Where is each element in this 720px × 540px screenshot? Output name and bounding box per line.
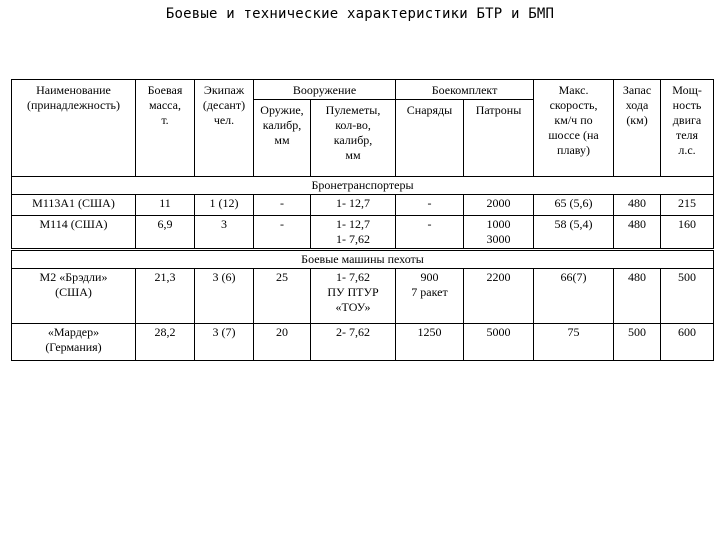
header-cartridges: Патроны bbox=[464, 100, 534, 177]
cell-crew: 3 (6) bbox=[195, 269, 254, 324]
header-crew: Экипаж (десант) чел. bbox=[195, 80, 254, 177]
cell-mg: 1- 12,7 bbox=[311, 195, 396, 216]
table-row bbox=[12, 195, 714, 216]
header-mass: Боевая масса, т. bbox=[136, 80, 195, 177]
header-mg: Пулеметы, кол-во, калибр, мм bbox=[311, 100, 396, 177]
cell-gun: 20 bbox=[254, 324, 311, 361]
cell-mass: 6,9 bbox=[136, 216, 195, 250]
cell-name: М114 (США) bbox=[12, 216, 136, 250]
header-ammo: Боекомплект bbox=[396, 80, 534, 100]
header-gun: Оружие, калибр, мм bbox=[254, 100, 311, 177]
cell-speed: 65 (5,6) bbox=[534, 195, 614, 216]
cell-range: 480 bbox=[614, 216, 661, 250]
cell-power: 215 bbox=[661, 195, 714, 216]
cell-name: «Мардер» (Германия) bbox=[12, 324, 136, 361]
page-title: Боевые и технические характеристики БТР и БМП bbox=[165, 6, 555, 22]
cell-gun: - bbox=[254, 216, 311, 250]
cell-gun: - bbox=[254, 195, 311, 216]
cell-mass: 21,3 bbox=[136, 269, 195, 324]
cell-cartridges: 2000 bbox=[464, 195, 534, 216]
header-name: Наименование (принадлежность) bbox=[12, 80, 136, 177]
table-row bbox=[12, 216, 714, 250]
specs-table bbox=[11, 79, 714, 361]
cell-speed: 75 bbox=[534, 324, 614, 361]
cell-speed: 58 (5,4) bbox=[534, 216, 614, 250]
cell-cartridges: 5000 bbox=[464, 324, 534, 361]
cell-range: 500 bbox=[614, 324, 661, 361]
cell-shells: - bbox=[396, 195, 464, 216]
cell-mg: 1- 12,7 1- 7,62 bbox=[311, 216, 396, 250]
cell-range: 480 bbox=[614, 269, 661, 324]
cell-mg: 1- 7,62 ПУ ПТУР «ТОУ» bbox=[311, 269, 396, 324]
table-row bbox=[12, 269, 714, 324]
cell-power: 160 bbox=[661, 216, 714, 250]
cell-crew: 3 (7) bbox=[195, 324, 254, 361]
cell-shells: 1250 bbox=[396, 324, 464, 361]
cell-power: 500 bbox=[661, 269, 714, 324]
header-speed: Макс. скорость, км/ч по шоссе (на плаву) bbox=[534, 80, 614, 177]
header-shells: Снаряды bbox=[396, 100, 464, 177]
cell-crew: 1 (12) bbox=[195, 195, 254, 216]
cell-speed: 66(7) bbox=[534, 269, 614, 324]
cell-shells: - bbox=[396, 216, 464, 250]
cell-range: 480 bbox=[614, 195, 661, 216]
cell-mass: 11 bbox=[136, 195, 195, 216]
section-title: Бронетранспортеры bbox=[12, 177, 714, 195]
table-row bbox=[12, 324, 714, 361]
header-armament: Вооружение bbox=[254, 80, 396, 100]
cell-name: М2 «Брэдли» (США) bbox=[12, 269, 136, 324]
cell-mass: 28,2 bbox=[136, 324, 195, 361]
cell-power: 600 bbox=[661, 324, 714, 361]
cell-shells: 900 7 ракет bbox=[396, 269, 464, 324]
header-power: Мощ- ность двига теля л.с. bbox=[661, 80, 714, 177]
section-title: Боевые машины пехоты bbox=[12, 250, 714, 269]
cell-crew: 3 bbox=[195, 216, 254, 250]
cell-gun: 25 bbox=[254, 269, 311, 324]
cell-mg: 2- 7,62 bbox=[311, 324, 396, 361]
cell-name: М113А1 (США) bbox=[12, 195, 136, 216]
cell-cartridges: 1000 3000 bbox=[464, 216, 534, 250]
cell-cartridges: 2200 bbox=[464, 269, 534, 324]
header-range: Запас хода (км) bbox=[614, 80, 661, 177]
